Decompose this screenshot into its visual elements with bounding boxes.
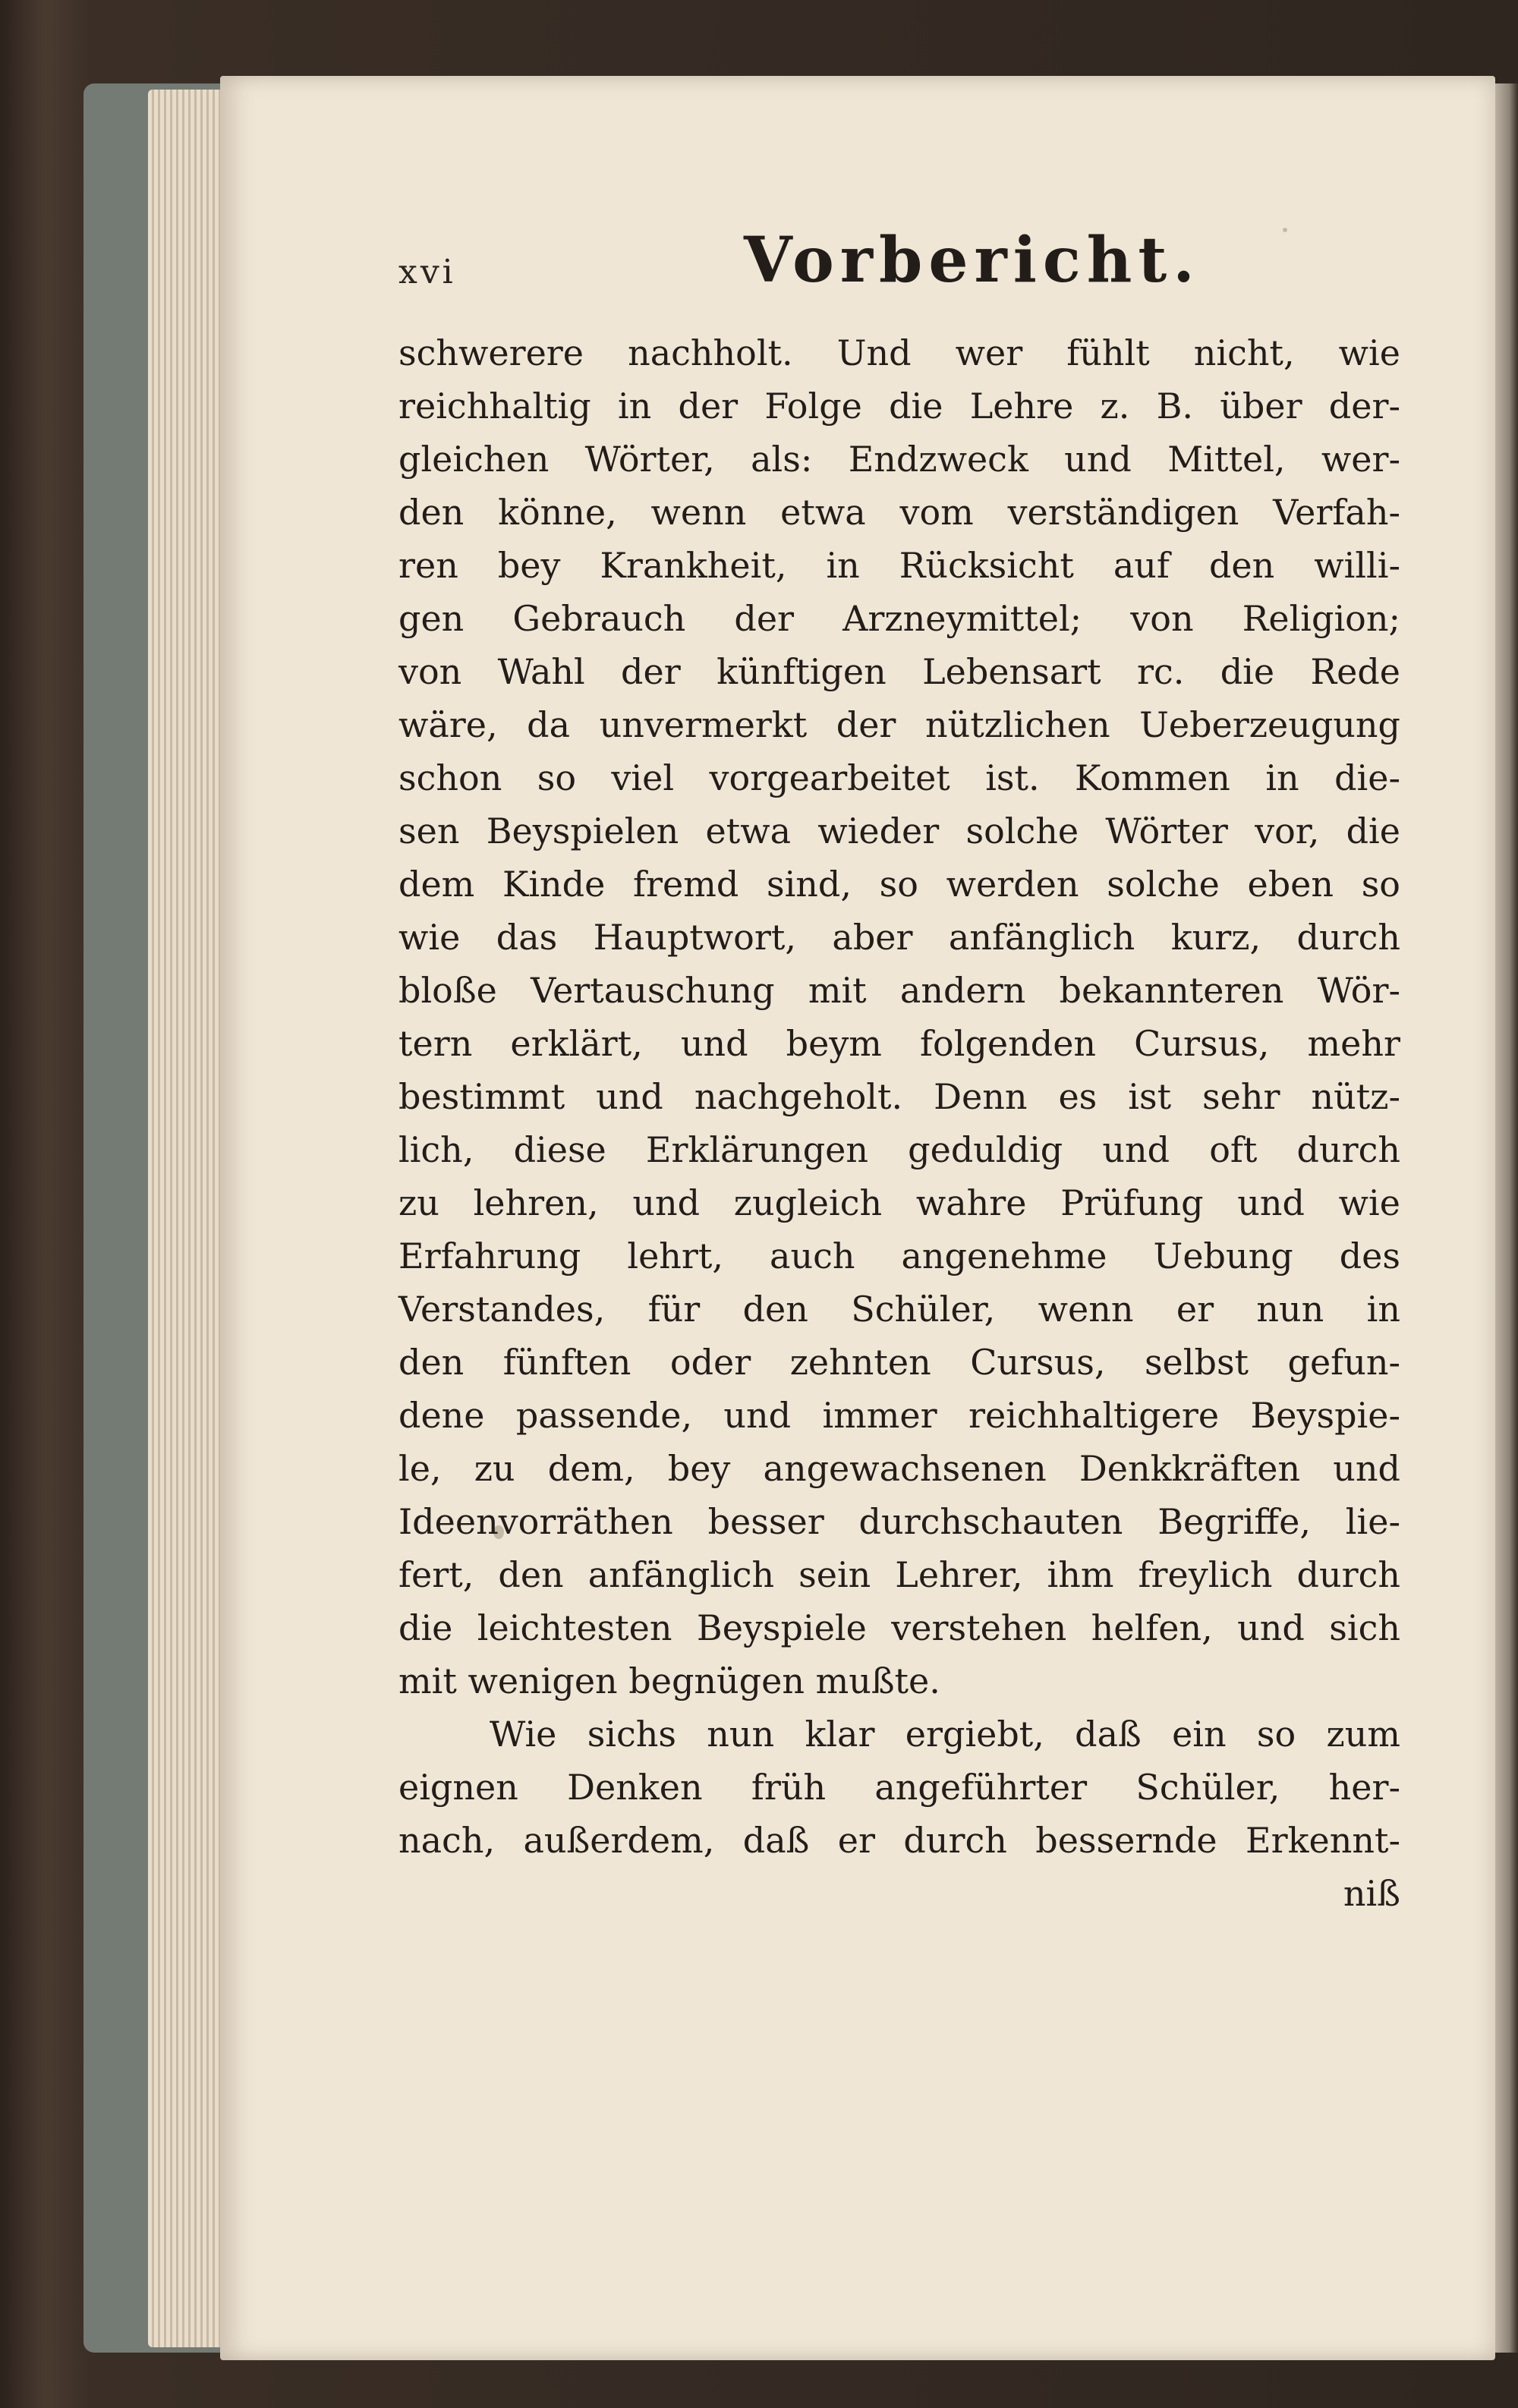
paragraph-start-line: Wie sichs nun klar ergiebt, daß ein so zum [490, 1714, 1400, 1755]
text-line: eignen Denken früh angeführter Schüler, her- [398, 1767, 1400, 1808]
body-text [398, 326, 1400, 1920]
text-line: den fünften oder zehnten Cursus, selbst gefun- [398, 1342, 1400, 1383]
text-line: von Wahl der künftigen Lebensart rc. die Rede [398, 651, 1400, 692]
text-line: tern erklärt, und beym folgenden Cursus, mehr [398, 1023, 1400, 1064]
text-line: schwerere nachholt. Und wer fühlt nicht, wie [398, 332, 1400, 373]
text-line: Erfahrung lehrt, auch angenehme Uebung des [398, 1235, 1400, 1276]
text-line: gen Gebrauch der Arzneymittel; von Religion; [398, 598, 1400, 639]
text-line: Verstandes, für den Schüler, wenn er nun in [398, 1289, 1400, 1330]
text-line: dene passende, und immer reichhaltigere Beyspie- [398, 1395, 1400, 1436]
page-number: xvi [398, 253, 456, 291]
running-title: Vorbericht. [744, 224, 1201, 297]
text-line: le, zu dem, bey angewachsenen Denkkräften und [398, 1448, 1400, 1489]
text-line: bloße Vertauschung mit andern bekannteren Wör- [398, 970, 1400, 1011]
text-line: die leichtesten Beyspiele verstehen helfen, und sich [398, 1607, 1400, 1648]
page-header [398, 216, 1393, 307]
text-line: zu lehren, und zugleich wahre Prüfung und wie [398, 1182, 1400, 1223]
text-line: schon so viel vorgearbeitet ist. Kommen in die- [398, 757, 1400, 798]
text-line: bestimmt und nachgeholt. Denn es ist sehr nütz- [398, 1076, 1400, 1117]
text-line: wie das Hauptwort, aber anfänglich kurz, durch [398, 917, 1400, 958]
catchword: niß [1343, 1873, 1400, 1914]
text-line: Ideenvorräthen besser durchschauten Begriffe, lie- [398, 1501, 1400, 1542]
text-line: nach, außerdem, daß er durch bessernde Erkennt- [398, 1820, 1400, 1861]
paragraph-end-line: mit wenigen begnügen mußte. [398, 1660, 940, 1701]
text-line: wäre, da unvermerkt der nützlichen Ueberzeugung [398, 704, 1400, 745]
text-line: reichhaltig in der Folge die Lehre z. B. über der- [398, 386, 1400, 427]
text-line: dem Kinde fremd sind, so werden solche eben so [398, 864, 1400, 905]
text-line: sen Beyspielen etwa wieder solche Wörter vor, die [398, 811, 1400, 851]
text-line: den könne, wenn etwa vom verständigen Verfah- [398, 492, 1400, 533]
text-line: fert, den anfänglich sein Lehrer, ihm freylich durch [398, 1554, 1400, 1595]
text-line: gleichen Wörter, als: Endzweck und Mittel, wer- [398, 439, 1400, 480]
text-line: ren bey Krankheit, in Rücksicht auf den willi- [398, 545, 1400, 586]
text-line: lich, diese Erklärungen geduldig und oft durch [398, 1129, 1400, 1170]
